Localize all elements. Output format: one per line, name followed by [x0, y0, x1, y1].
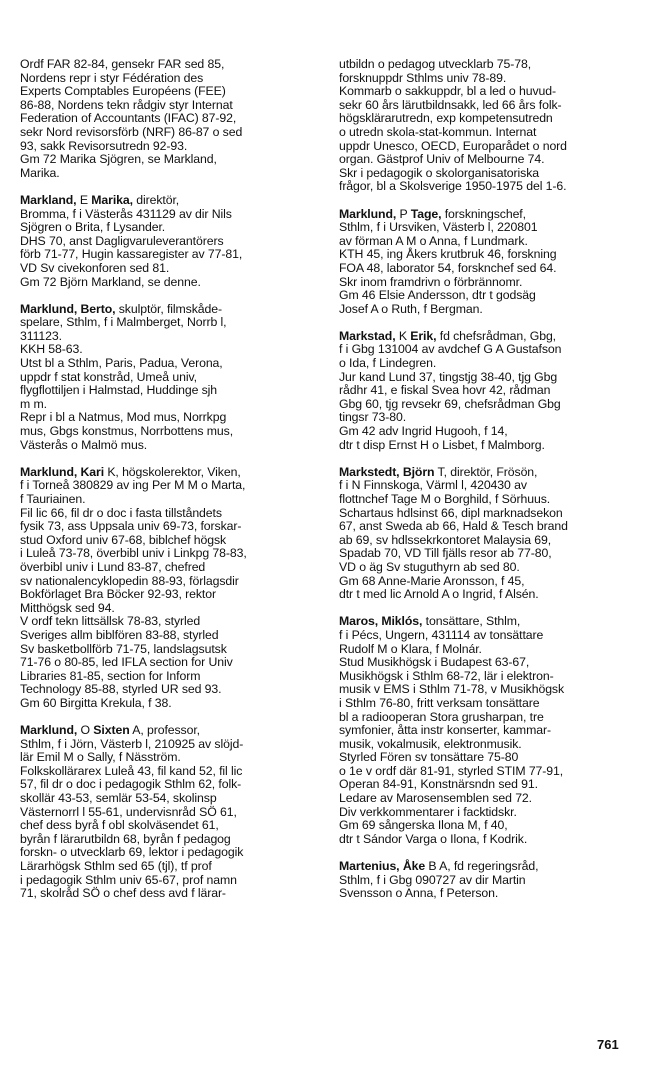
- entry-line: [20, 846, 308, 860]
- entry-text: Gbg 60, tjg revsekr 69, chefsrådman Gbg: [339, 396, 561, 411]
- entry-line: [20, 588, 308, 602]
- entry-name: Markstad,: [339, 328, 396, 343]
- entry-text: dtr t med lic Arnold A o Ingrid, f Alsén.: [339, 587, 539, 602]
- entry-line: [20, 398, 308, 412]
- entry-text: 93, sakk Revisorsutredn 92-93.: [20, 138, 188, 153]
- entry-text: flygflottiljen i Halmstad, Huddinge sjh: [20, 383, 218, 398]
- entry-text: Bromma, f i Västerås 431129 av dir Nils: [20, 206, 232, 221]
- entry-text: 71-76 o 80-85, led IFLA section for Univ: [20, 655, 233, 670]
- entry-line: [20, 724, 308, 738]
- entry-line: [20, 751, 308, 765]
- entry-text: forskn- o utvecklarb 69, lektor i pedagogik: [20, 845, 244, 860]
- entry-name: Marika,: [91, 192, 133, 207]
- entry-line: [339, 615, 627, 629]
- entry-line: [20, 534, 308, 548]
- entry-line: [339, 656, 627, 670]
- entry-line: [20, 262, 308, 276]
- entry-name: Marklund,: [20, 723, 78, 738]
- entry-text: i pedagogik Sthlm univ 65-67, prof namn: [20, 872, 237, 887]
- entry-text: spelare, Sthlm, f i Malmberget, Norrb l,: [20, 315, 227, 330]
- entry-text: Svensson o Anna, f Peterson.: [339, 886, 499, 901]
- entry-text: KTH 45, ing Åkers krutbruk 46, forskning: [339, 247, 557, 262]
- entry-text: o Ida, f Lindegren.: [339, 356, 437, 371]
- entry-text: P: [396, 206, 411, 221]
- entry-text: i Luleå 73-78, överbibl univ i Linkpg 78-83,: [20, 546, 247, 561]
- entry-line: [339, 683, 627, 697]
- entry-line: [339, 343, 627, 357]
- entry-text: Kommarb o sakkuppdr, bl a led o huvud-: [339, 84, 556, 99]
- entry-line: [20, 303, 308, 317]
- biography-entry: [20, 194, 308, 289]
- entry-text: Västerås o Malmö mus.: [20, 437, 148, 452]
- entry-line: [339, 384, 627, 398]
- entry-line: [339, 765, 627, 779]
- entry-text: Nordens repr i styr Fédération des: [20, 70, 204, 85]
- entry-text: KKH 58-63.: [20, 342, 83, 357]
- entry-text: forsknuppdr Sthlms univ 78-89.: [339, 70, 507, 85]
- entry-text: 311123.: [20, 328, 62, 343]
- entry-line: [339, 860, 627, 874]
- left-column: [20, 58, 308, 914]
- entry-name: Maros, Miklós,: [339, 614, 423, 629]
- entry-line: [20, 316, 308, 330]
- entry-line: [20, 330, 308, 344]
- entry-line: [339, 534, 627, 548]
- entry-line: [20, 683, 308, 697]
- entry-text: O: [77, 723, 94, 738]
- entry-text: Operan 84-91, Konstnärsndn sed 91.: [339, 777, 538, 792]
- entry-line: [20, 778, 308, 792]
- entry-line: [20, 276, 308, 290]
- entry-name: Markstedt, Björn: [339, 464, 435, 479]
- entry-line: [339, 248, 627, 262]
- entry-text: m m.: [20, 396, 47, 411]
- entry-line: [20, 153, 308, 167]
- entry-line: [20, 602, 308, 616]
- entry-line: [339, 466, 627, 480]
- entry-line: [20, 194, 308, 208]
- entry-line: [339, 140, 627, 154]
- entry-text: Rudolf M o Klara, f Molnár.: [339, 641, 482, 656]
- entry-text: 71, skolråd SÖ o chef dess avd f lärar-: [20, 886, 226, 901]
- entry-text: uppdr Unesco, OECD, Europarådet o nord: [339, 138, 567, 153]
- entry-text: Div verkkommentarer i facktidskr.: [339, 804, 517, 819]
- entry-text: ab 69, sv hdlssekrkontoret Malaysia 69,: [339, 532, 552, 547]
- entry-line: [339, 303, 627, 317]
- biography-entry: [339, 466, 627, 602]
- entry-line: [20, 819, 308, 833]
- entry-line: [20, 72, 308, 86]
- entry-text: f i N Finnskoga, Värml l, 420430 av: [339, 478, 527, 493]
- entry-text: Sthlm, f i Jörn, Västerb l, 210925 av slöjd-: [20, 736, 244, 751]
- entry-line: [20, 466, 308, 480]
- entry-text: E: [76, 192, 92, 207]
- entry-text: Skr inom framdrivn o förbrännomr.: [339, 274, 523, 289]
- entry-line: [20, 833, 308, 847]
- entry-text: o utredn skola-stat-kommun. Internat: [339, 124, 537, 139]
- entry-line: [20, 112, 308, 126]
- entry-line: [339, 806, 627, 820]
- entry-text: A, professor,: [129, 723, 200, 738]
- biography-entry: [339, 208, 627, 317]
- entry-text: Sthlm, f i Gbg 090727 av dir Martin: [339, 872, 526, 887]
- entry-text: Gm 68 Anne-Marie Aronsson, f 45,: [339, 573, 525, 588]
- entry-text: forskningschef,: [441, 206, 526, 221]
- entry-text: Repr i bl a Natmus, Mod mus, Norrkpg: [20, 410, 227, 425]
- entry-text: chef dess byrå f obl skolväsendet 61,: [20, 818, 219, 833]
- entry-text: Jur kand Lund 37, tingstjg 38-40, tjg Gbg: [339, 369, 558, 384]
- entry-line: [20, 792, 308, 806]
- entry-name: Marklund, Berto,: [20, 301, 116, 316]
- entry-text: VD Sv civekonforen sed 81.: [20, 260, 170, 275]
- entry-line: [339, 697, 627, 711]
- entry-text: organ. Gästprof Univ of Melbourne 74.: [339, 152, 545, 167]
- entry-text: Skr i pedagogik o skolorganisatoriska: [339, 165, 539, 180]
- entry-text: symfonier, åtta instr konserter, kammar-: [339, 723, 551, 738]
- entry-text: Marika.: [20, 165, 60, 180]
- entry-line: [339, 112, 627, 126]
- entry-line: [20, 167, 308, 181]
- entry-line: [20, 493, 308, 507]
- entry-name: Sixten: [93, 723, 130, 738]
- entry-line: [20, 656, 308, 670]
- entry-text: Stud Musikhögsk i Budapest 63-67,: [339, 655, 530, 670]
- entry-text: FOA 48, laborator 54, forsknchef sed 64.: [339, 260, 557, 275]
- entry-line: [20, 411, 308, 425]
- entry-line: [339, 887, 627, 901]
- entry-line: [339, 221, 627, 235]
- entry-line: [20, 58, 308, 72]
- entry-text: högsklärarutredn, exp kompetensutredn: [339, 111, 553, 126]
- entry-line: [20, 85, 308, 99]
- entry-text: förb 71-77, Hugin kassaregister av 77-81,: [20, 247, 243, 262]
- entry-text: Västernorrl l 55-61, undervisnråd SÖ 61,: [20, 804, 237, 819]
- entry-text: o 1e v ordf där 81-91, styrled STIM 77-91,: [339, 763, 564, 778]
- entry-line: [20, 575, 308, 589]
- entry-text: Folkskollärarex Luleå 43, fil kand 52, fil lic: [20, 763, 243, 778]
- biography-entry: [20, 303, 308, 453]
- entry-line: [20, 479, 308, 493]
- entry-text: byrån f lärarutbildn 68, byrån f pedagog: [20, 831, 231, 846]
- entry-line: [339, 289, 627, 303]
- entry-line: [339, 738, 627, 752]
- biography-entry: [339, 615, 627, 846]
- entry-text: Styrled Fören sv tonsättare 75-80: [339, 750, 519, 765]
- entry-text: K, högskolerektor, Viken,: [104, 464, 241, 479]
- entry-line: [339, 85, 627, 99]
- entry-name: Martenius, Åke: [339, 859, 426, 874]
- entry-line: [339, 751, 627, 765]
- entry-line: [20, 738, 308, 752]
- entry-text: lär Emil M o Sally, f Näsström.: [20, 750, 181, 765]
- entry-line: [20, 221, 308, 235]
- entry-name: Tage,: [410, 206, 442, 221]
- biography-entry: [339, 330, 627, 452]
- entry-text: uppdr f stat konstråd, Umeå univ,: [20, 369, 197, 384]
- entry-line: [339, 208, 627, 222]
- entry-line: [339, 398, 627, 412]
- biography-entry: [339, 860, 627, 901]
- entry-text: f i Torneå 380829 av ing Per M M o Marta,: [20, 478, 246, 493]
- entry-text: Sjögren o Brita, f Lysander.: [20, 220, 166, 235]
- entry-text: f i Pécs, Ungern, 431114 av tonsättare: [339, 627, 544, 642]
- entry-name: Marklund,: [339, 206, 397, 221]
- right-column: [339, 58, 627, 914]
- entry-text: Libraries 81-85, section for Inform: [20, 668, 201, 683]
- entry-text: Gm 72 Marika Sjögren, se Markland,: [20, 152, 217, 167]
- entry-text: musik v EMS i Sthlm 71-78, v Musikhögsk: [339, 682, 565, 697]
- entry-line: [339, 262, 627, 276]
- entry-line: [20, 126, 308, 140]
- entry-name: Markland,: [20, 192, 77, 207]
- entry-text: bl a radiooperan Stora grusharpan, tre: [339, 709, 544, 724]
- entry-line: [339, 874, 627, 888]
- entry-text: flottnchef Tage M o Borghild, f Sörhuus.: [339, 492, 551, 506]
- entry-text: Sv basketbollförb 71-75, landslagsutsk: [20, 641, 227, 656]
- biography-entry: [339, 58, 627, 194]
- entry-line: [20, 697, 308, 711]
- entry-line: [339, 493, 627, 507]
- entry-text: Gm 72 Björn Markland, se denne.: [20, 274, 201, 289]
- entry-line: [20, 357, 308, 371]
- entry-line: [339, 479, 627, 493]
- entry-line: [20, 439, 308, 453]
- entry-text: tonsättare, Sthlm,: [422, 614, 521, 629]
- entry-line: [339, 561, 627, 575]
- entry-text: T, direktör, Frösön,: [434, 464, 538, 479]
- entry-line: [20, 248, 308, 262]
- entry-text: mus, Gbgs konstmus, Norrbottens mus,: [20, 424, 234, 439]
- entry-line: [20, 208, 308, 222]
- entry-text: Utst bl a Sthlm, Paris, Padua, Verona,: [20, 356, 223, 371]
- entry-line: [339, 819, 627, 833]
- entry-line: [20, 547, 308, 561]
- entry-text: f i Gbg 131004 av avdchef G A Gustafson: [339, 342, 562, 357]
- entry-line: [339, 330, 627, 344]
- entry-line: [20, 765, 308, 779]
- entry-line: [339, 670, 627, 684]
- entry-line: [339, 58, 627, 72]
- biography-entry: [20, 466, 308, 711]
- entry-text: tingsr 73-80.: [339, 410, 407, 425]
- entry-text: överbibl univ i Lund 83-87, chefred: [20, 559, 206, 574]
- entry-line: [20, 235, 308, 249]
- entry-line: [339, 778, 627, 792]
- entry-line: [339, 507, 627, 521]
- entry-text: fd chefsrådman, Gbg,: [436, 328, 557, 343]
- entry-line: [339, 411, 627, 425]
- entry-text: Gm 69 sångerska Ilona M, f 40,: [339, 818, 508, 833]
- entry-line: [20, 99, 308, 113]
- entry-line: [339, 99, 627, 113]
- entry-line: [20, 643, 308, 657]
- entry-line: [20, 140, 308, 154]
- entry-line: [20, 806, 308, 820]
- entry-text: Gm 46 Elsie Andersson, dtr t godsäg: [339, 288, 536, 303]
- entry-text: Experts Comptables Européens (FEE): [20, 84, 226, 99]
- entry-line: [339, 72, 627, 86]
- entry-line: [339, 629, 627, 643]
- entry-text: dtr t Sándor Varga o Ilona, f Kodrik.: [339, 831, 528, 846]
- entry-line: [20, 371, 308, 385]
- entry-line: [20, 670, 308, 684]
- entry-line: [20, 874, 308, 888]
- entry-line: [339, 575, 627, 589]
- entry-text: utbildn o pedagog utvecklarb 75-78,: [339, 57, 532, 71]
- entry-line: [339, 126, 627, 140]
- entry-line: [20, 629, 308, 643]
- entry-text: stud Oxford univ 67-68, biblchef högsk: [20, 532, 227, 547]
- entry-line: [339, 833, 627, 847]
- entry-line: [339, 276, 627, 290]
- entry-text: i Sthlm 76-80, fritt verksam tonsättare: [339, 695, 540, 710]
- entry-text: sekr Nord revisorsförb (NRF) 86-87 o sed: [20, 124, 243, 139]
- biography-entry: [20, 58, 308, 180]
- entry-text: Fil lic 66, fil dr o doc i fasta tillståndets: [20, 505, 222, 520]
- entry-line: [339, 588, 627, 602]
- entry-line: [20, 561, 308, 575]
- entry-name: Marklund, Kari: [20, 464, 105, 479]
- entry-text: Spadab 70, VD Till fjälls resor ab 77-80,: [339, 546, 552, 561]
- entry-text: av förman A M o Anna, f Lundmark.: [339, 233, 528, 248]
- entry-line: [20, 384, 308, 398]
- entry-text: Mitthögsk sed 94.: [20, 600, 115, 615]
- entry-text: fysik 73, ass Uppsala univ 69-73, forskar-: [20, 519, 242, 534]
- entry-text: dtr t disp Ernst H o Lisbet, f Malmborg.: [339, 437, 545, 452]
- entry-text: musik, vokalmusik, elektronmusik.: [339, 736, 522, 751]
- biography-entry: [20, 724, 308, 901]
- entry-line: [339, 167, 627, 181]
- entry-line: [339, 520, 627, 534]
- entry-line: [339, 792, 627, 806]
- entry-text: Musikhögsk i Sthlm 68-72, lär i elektron-: [339, 668, 554, 683]
- entry-text: Bokförlaget Bra Böcker 92-93, rektor: [20, 587, 216, 602]
- entry-line: [339, 153, 627, 167]
- entry-text: Ordf FAR 82-84, gensekr FAR sed 85,: [20, 57, 225, 71]
- entry-line: [339, 425, 627, 439]
- entry-text: V ordf tekn littsällsk 78-83, styrled: [20, 614, 201, 629]
- page-number: 761: [597, 1037, 619, 1052]
- entry-text: B A, fd regeringsråd,: [425, 859, 539, 874]
- entry-text: Sveriges allm biblfören 83-88, styrled: [20, 627, 219, 642]
- entry-text: K: [395, 328, 411, 343]
- entry-text: Technology 85-88, styrled UR sed 93.: [20, 682, 222, 697]
- entry-text: skollär 43-53, semlär 53-54, skolinsp: [20, 791, 217, 806]
- entry-text: Sthlm, f i Ursviken, Västerb l, 220801: [339, 220, 538, 235]
- entry-line: [339, 711, 627, 725]
- entry-line: [339, 643, 627, 657]
- entry-text: f Tauriainen.: [20, 492, 86, 506]
- entry-text: 86-88, Nordens tekn rådgiv styr Internat: [20, 97, 233, 112]
- entry-line: [339, 371, 627, 385]
- entry-text: Gm 42 adv Ingrid Hugooh, f 14,: [339, 424, 508, 439]
- entry-text: direktör,: [132, 192, 180, 207]
- entry-text: VD o äg Sv stuguthyrn ab sed 80.: [339, 559, 520, 574]
- entry-text: DHS 70, anst Dagligvaruleverantörers: [20, 233, 224, 248]
- entry-text: sekr 60 års lärutbildnsakk, led 66 års folk-: [339, 97, 562, 112]
- entry-text: Ledare av Marosensemblen sed 72.: [339, 791, 532, 806]
- entry-line: [20, 520, 308, 534]
- entry-line: [20, 343, 308, 357]
- entry-text: Schartaus hdlsinst 66, dipl marknadsekon: [339, 505, 563, 520]
- entry-text: Lärarhögsk Sthlm sed 65 (tjl), tf prof: [20, 859, 212, 874]
- entry-text: Gm 60 Birgitta Krekula, f 38.: [20, 695, 172, 710]
- entry-text: skulptör, filmskåde-: [115, 301, 222, 316]
- entry-line: [339, 547, 627, 561]
- entry-name: Erik,: [410, 328, 437, 343]
- entry-text: frågor, bl a Skolsverige 1950-1975 del 1-6.: [339, 179, 567, 194]
- entry-line: [339, 439, 627, 453]
- entry-text: 67, anst Sweda ab 66, Hald & Tesch brand: [339, 519, 568, 534]
- entry-line: [339, 180, 627, 194]
- entry-line: [20, 860, 308, 874]
- entry-text: 57, fil dr o doc i pedagogik Sthlm 62, folk-: [20, 777, 242, 792]
- entry-line: [20, 507, 308, 521]
- entry-line: [20, 615, 308, 629]
- entry-text: rådhr 41, e fiskal Svea hovr 42, rådman: [339, 383, 551, 398]
- entry-line: [339, 357, 627, 371]
- entry-line: [339, 724, 627, 738]
- entry-line: [20, 887, 308, 901]
- entry-text: sv nationalencyklopedin 88-93, förlagsdir: [20, 573, 239, 588]
- entry-line: [20, 425, 308, 439]
- entry-text: Federation of Accountants (IFAC) 87-92,: [20, 111, 237, 126]
- entry-text: Josef A o Ruth, f Bergman.: [339, 301, 483, 316]
